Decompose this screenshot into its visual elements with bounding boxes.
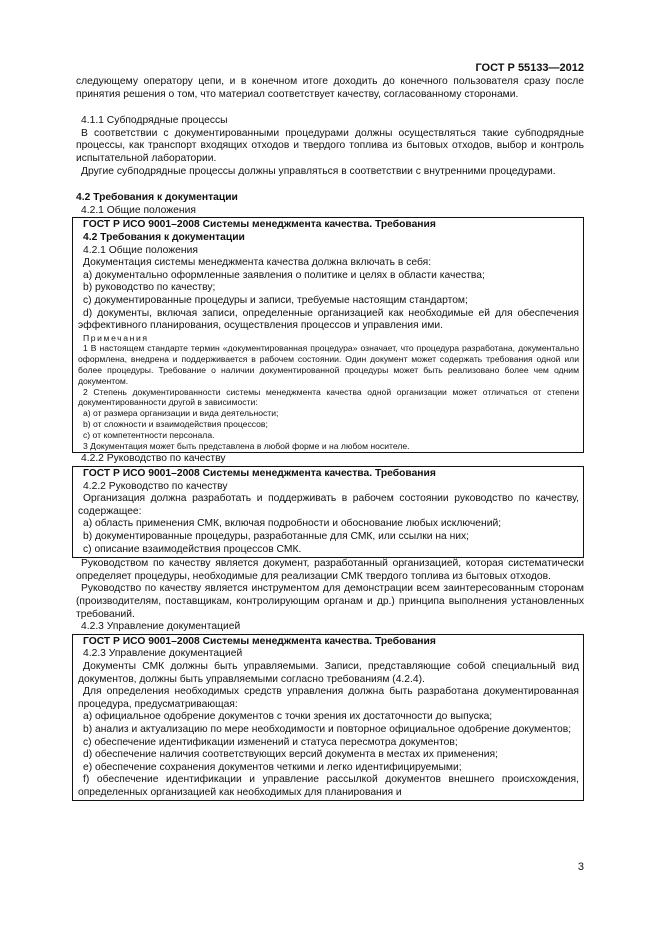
notes-label: Примечания [83,332,149,343]
note-item: a) от размера организации и вида деятельности; [83,408,279,419]
page-number: 3 [577,861,584,873]
page-content [76,76,584,801]
section-heading-4-2: 4.2 Требования к документации [76,192,238,204]
quote-subtitle: 4.2.3 Управление документацией [83,648,243,660]
subsection-heading-4-2-2: 4.2.2 Руководство по качеству [81,453,226,465]
quote-box-gost-9001-general [72,217,584,453]
note-item: c) от компетентности персонала. [83,429,215,440]
quote-line: a) область применения СМК, включая подробности и обоснование любых исключений; [83,518,502,530]
quote-reference: ГОСТ Р ИСО 9001–2008 Системы менеджмента качества. Требования [83,468,436,480]
quote-line: c) обеспечение идентификации изменений и статуса пересмотра документов; [83,736,458,748]
quote-line: Документация системы менеджмента качества должна включать в себя: [83,257,432,269]
quote-line: f) обеспечение идентификации и управление рассылкой документов внешнего происхождения, определенных организацией как необходимых для планирования и [78,774,579,798]
paragraph: Другие субподрядные процессы должны управляться в соответствии с внутренними процедурами. [81,165,556,177]
quote-line: b) документированные процедуры, разработанные для СМК, или ссылки на них; [83,531,470,543]
quote-line: Организация должна разработать и поддерживать в рабочем состоянии руководство по качеству, содержащее: [78,493,579,517]
note-item: 1 В настоящем стандарте термин «документированная процедура» означает, что процедура разработана, документально оформлена, внедрена и поддерживается в рабочем состоянии. Один документ может содержать требования одной или более процедуры. Требование о наличии документированной процедуры может быть реализовано более чем одним документом. [78,343,579,386]
quote-line: b) анализ и актуализацию по мере необходимости и повторное официальное одобрение документов; [83,723,572,735]
quote-line: a) официальное одобрение документов с точки зрения их достаточности до выпуска; [83,711,493,723]
quote-line: b) руководство по качеству; [83,282,216,294]
quote-reference: ГОСТ Р ИСО 9001–2008 Системы менеджмента качества. Требования [83,635,436,647]
quote-line: c) документированные процедуры и записи, требуемые настоящим стандартом; [83,294,468,306]
quote-line: e) обеспечение сохранения документов четкими и легко идентифицируемыми; [83,761,462,773]
quote-line: c) описание взаимодействия процессов СМК. [83,543,302,555]
paragraph: следующему оператору цепи, и в конечном итоге доходить до конечного пользователя сразу после принятия решения о том, что материал соответствует качеству, согласованному сторонами. [76,76,584,100]
section-heading-4-1-1: 4.1.1 Субподрядные процессы [81,115,228,127]
quote-line: d) документы, включая записи, определенные организацией как необходимые ей для обеспечения эффективного планирования, осуществления процессов и управления ими. [78,307,579,332]
quote-box-gost-9001-document-control [72,634,584,802]
quote-box-gost-9001-manual [72,466,584,558]
quote-line: Документы СМК должны быть управляемыми. Записи, представляющие собой специальный вид документов, должны быть управляемыми согласно требованиям (4.2.4). [78,660,579,685]
subsection-heading-4-2-3: 4.2.3 Управление документацией [81,621,241,633]
paragraph: Руководством по качеству является документ, разработанный организацией, которая систематически определяет процедуры, необходимые для реализации СМК твердого топлива из бытовых отходов. [76,558,584,582]
paragraph: Руководство по качеству является инструментом для демонстрации всем заинтересованным сторонам (производителям, поставщикам, контролирующим органам и др.) принципа выполнения установленных требований. [76,583,584,620]
quote-subtitle: 4.2.2 Руководство по качеству [83,480,228,492]
note-item: 2 Степень документированности системы менеджмента качества одной организации может отличаться от степени документированности другой в зависимости: [78,386,579,408]
note-item: 3 Документация может быть представлена в любой форме и на любом носителе. [83,440,410,451]
note-item: b) от сложности и взаимодействия процессов; [83,419,268,430]
subsection-heading-4-2-1: 4.2.1 Общие положения [81,204,196,216]
quote-line: Для определения необходимых средств управления должна быть разработана документированная процедура, предусматривающая: [78,686,579,710]
paragraph: В соответствии с документированными процедурами должны осуществляться такие субподрядные процессы, как транспорт входящих отходов и твердого топлива из бытовых отходов, выбор и контроль испытательной лаборатории. [76,127,584,164]
standard-number: ГОСТ Р 55133—2012 [475,62,584,74]
quote-title: 4.2 Требования к документации [83,231,245,243]
quote-line: a) документально оформленные заявления о политике и целях в области качества; [83,269,485,281]
quote-line: d) обеспечение наличия соответствующих версий документа в местах их применения; [83,749,498,761]
quote-reference: ГОСТ Р ИСО 9001–2008 Системы менеджмента качества. Требования [83,219,436,231]
quote-subtitle: 4.2.1 Общие положения [83,244,198,256]
